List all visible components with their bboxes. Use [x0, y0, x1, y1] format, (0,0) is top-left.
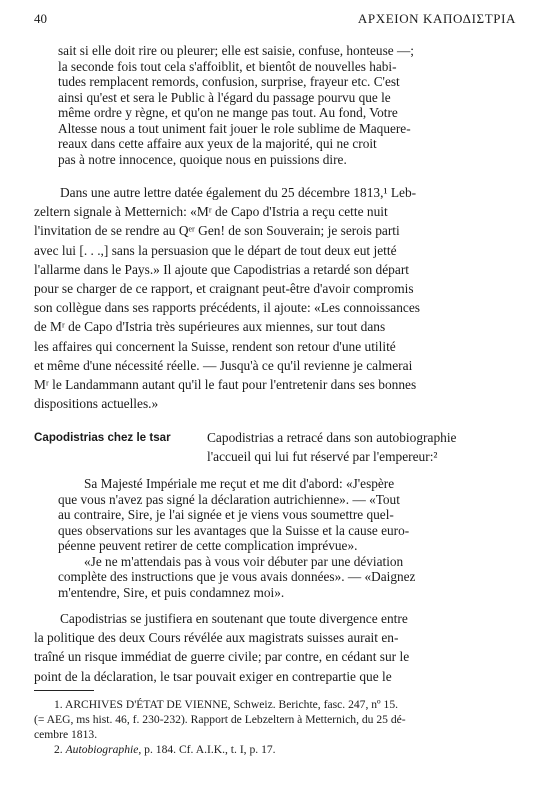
text-line: cembre 1813.: [34, 728, 98, 741]
paragraph-lebzeltern-letter: [34, 183, 516, 413]
text-line: ainsi qu'est et sera le Public à l'égard du passage pourvu que le: [58, 89, 391, 105]
page-number: 40: [34, 11, 47, 26]
text-line: tudes remplacent remords, confusion, surprise, frayeur etc. C'est: [58, 74, 400, 89]
text-line: son collègue dans ses rapports précédents, il ajoute: «Les connoissances: [34, 300, 420, 316]
text-line: dispositions actuelles.»: [34, 396, 159, 412]
text-line: Dans une autre lettre datée également du 25 décembre 1813,¹ Leb-: [60, 185, 417, 200]
text-line: point de la déclaration, le tsar pouvait exiger en contrepartie que le: [34, 668, 392, 684]
page-header: [34, 9, 516, 27]
text-line: m'entendre, Sire, et puis condamnez moi».: [58, 584, 285, 600]
footnote-2: [34, 742, 516, 757]
text-line: 1. ARCHIVES D'ÉTAT DE VIENNE, Schweiz. Berichte, fasc. 247, nº 15.: [54, 698, 399, 711]
text-line: (= AEG, ms hist. 46, f. 230-232). Rapport de Lebzeltern à Metternich, du 25 dé-: [34, 713, 406, 726]
text-line: Sa Majesté Impériale me reçut et me dit d'abord: «J'espère: [84, 476, 395, 491]
text-line: «Je ne m'attendais pas à vous voir débuter par une déviation: [84, 553, 404, 569]
text-line: l'invitation de se rendre au Qᵉʳ Gen! de son Souverain; je serois parti: [34, 223, 400, 239]
section-sidenote: Capodistrias chez le tsar: [34, 431, 171, 444]
text-line: ques observations sur les avantages que la Suisse et la cause euro-: [58, 522, 410, 538]
text-line: Capodistrias se justifiera en soutenant que toute divergence entre: [60, 611, 408, 626]
text-line: Mʳ le Landammann autant qu'il le faut pour l'entretenir dans ses bonnes: [34, 377, 417, 393]
text-line: complète des instructions que je vous avais données». — «Daignez: [58, 569, 416, 584]
text-line: Capodistrias a retracé dans son autobiographie: [207, 430, 457, 445]
section-lead-text: [207, 428, 517, 466]
text-line: la seconde fois tout cela s'affoiblit, et bientôt de nouvelles habi-: [58, 58, 397, 74]
text-line: Altesse nous a tout uniment fait jouer le role sublime de Maquere-: [58, 120, 411, 136]
text-line: pour se charger de ce rapport, et craignant peut-être d'avoir compromis: [34, 281, 414, 297]
text-line: zeltern signale à Metternich: «Mʳ de Capo d'Istria a reçu cette nuit: [34, 204, 388, 220]
text-line: avec lui [. . .,] sans la persuasion que le départ de tout deux eut jetté: [34, 242, 397, 258]
footnotes: [34, 697, 516, 757]
footnote-title: Autobiographie: [65, 743, 139, 756]
text-line: péenne peuvent retirer de cette complication imprévue».: [58, 538, 358, 553]
block-quote-letter: [58, 43, 518, 167]
text-line: les affaires qui concernent la Suisse, rendent son retour d'une utilité: [34, 338, 396, 354]
footnote-1: [34, 697, 516, 742]
text-line: reaux dans cette affaire aux yeux de la majorité, qui ne croit: [58, 136, 377, 151]
text-line: que vous n'avez pas signé la déclaration autrichienne». — «Tout: [58, 491, 400, 507]
footnote-number: 2.: [54, 743, 66, 756]
text-line: pas à notre innocence, quoique nous en puissions dire.: [58, 151, 347, 167]
text-line: sait si elle doit rire ou pleurer; elle est saisie, confuse, honteuse —;: [58, 43, 414, 58]
text-line: l'allarme dans le Pays.» Il ajoute que Capodistrias a retardé son départ: [34, 261, 409, 277]
running-title: ΑΡΧΕΙΟΝ ΚΑΠΟΔΙΣΤΡΙΑ: [357, 11, 516, 26]
text-line: même ordre y règne, et qu'on ne mange pas tout. Au fond, Votre: [58, 105, 398, 120]
text-line: au contraire, Sire, je l'ai signée et je viens vous soumettre quel-: [58, 507, 394, 522]
text-line: de Mʳ de Capo d'Istria très supérieures aux miennes, sur tout dans: [34, 319, 386, 335]
paragraph-justification: [34, 609, 516, 686]
text-line: l'accueil qui lui fut réservé par l'empereur:²: [207, 449, 438, 464]
footnote-rule: [34, 690, 94, 691]
text-line: et même d'une nécessité réelle. — Jusqu'à ce qu'il revienne je calmerai: [34, 357, 413, 373]
text-line: traîné un risque immédiat de guerre civile; par contre, en cédant sur le: [34, 649, 410, 665]
footnote-reference: , p. 184. Cf. A.I.K., t. I, p. 17.: [138, 743, 276, 756]
block-quote-autobiography: [58, 476, 518, 600]
text-line: la politique des deux Cours révélée aux magistrats suisses aurait en-: [34, 630, 399, 646]
